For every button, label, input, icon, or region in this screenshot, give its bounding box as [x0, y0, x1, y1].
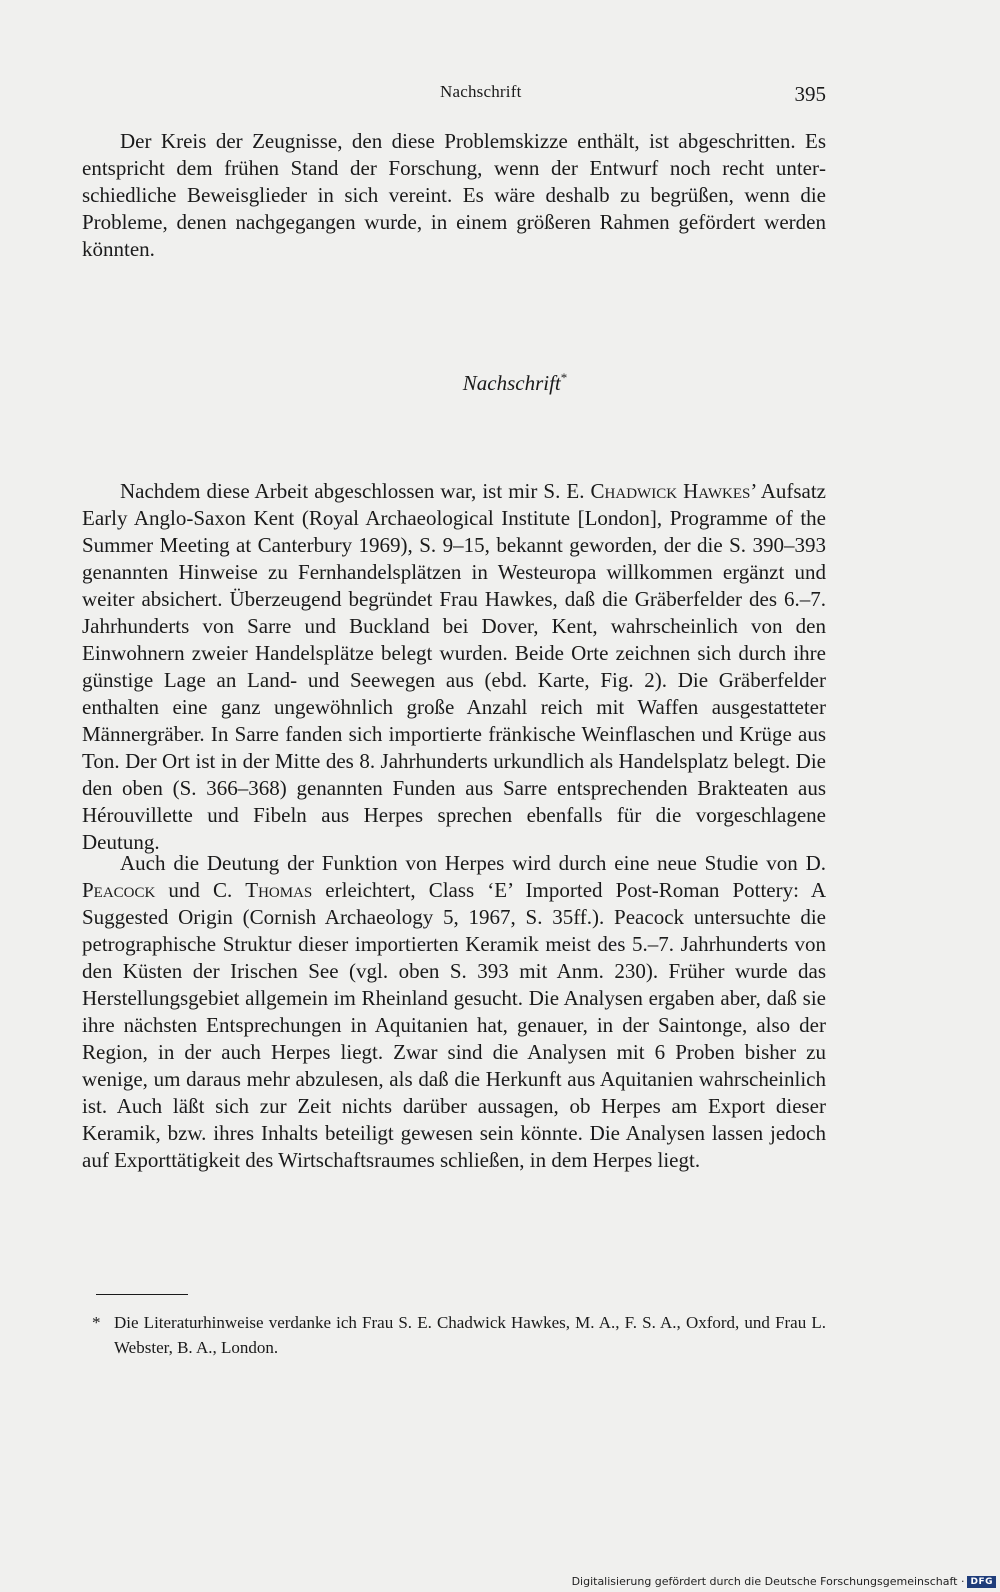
author-name-thomas: Thomas [245, 878, 313, 902]
credit-text: Digitalisierung gefördert durch die Deutsche Forschungsgemeinschaft · [571, 1575, 965, 1588]
intro-paragraph: Der Kreis der Zeugnisse, den diese Problemskizze enthält, ist abgeschritten. Es entspricht dem frühen Stand der Forschung, wenn der Entwurf noch recht unterschiedliche Beweisglieder in sich vereint. Es wäre deshalb zu begrüßen, wenn die Probleme, denen nachgegangen wurde, in einem größeren Rahmen gefördert werden könnten. [82, 129, 826, 261]
paragraph2-text-b: und C. [155, 878, 246, 902]
body-paragraph-1 [82, 478, 826, 856]
running-header: Nachschrift [440, 82, 522, 101]
dfg-logo[interactable]: DFG [967, 1576, 996, 1588]
digitization-credit [572, 1575, 996, 1588]
paragraph2-text-c: erleichtert, Class ‘E’ Imported Post-Roman Pottery: A Suggested Origin (Cornish Archaeology 5, 1967, S. 35ff.). Peacock untersuchte die petrographische Struktur dieser importierten Keramik meist des 5.–7. Jahrhunderts von den Küsten der Irischen See (vgl. oben S. 393 mit Anm. 230). Früher wurde das Herstellungsgebiet allgemein im Rheinland gesucht. Die Analysen ergaben aber, daß sie ihre nächsten Entsprechungen in Aquitanien hat, genauer, in der Saintonge, also der Region, in der auch Herpes liegt. Zwar sind die Analysen mit 6 Proben bisher zu wenige, um daraus mehr abzulesen, als daß die Herkunft aus Aquitanien wahrscheinlich ist. Auch läßt sich zur Zeit nichts darüber aussagen, ob Herpes am Export dieser Keramik, bzw. ihres Inhalts beteiligt gewesen sein könnte. Die Analysen lassen jedoch auf Exporttätigkeit des Wirtschaftsraumes schließen, in dem Herpes liegt. [82, 878, 826, 1172]
author-name-chadwick-hawkes: Chadwick Hawkes [590, 479, 751, 503]
footnote-reference: * [560, 370, 568, 385]
paragraph1-text-b: ’ Aufsatz Early Anglo-Saxon Kent (Royal Archaeological Institute [London], Programme of the Summer Meeting at Canterbury 1969), S. 9–15, bekannt geworden, der die S. 390–393 genannten Hinweise zu Fernhandelsplätzen in Westeuropa willkommen ergänzt und weiter absichert. Überzeugend begründet Frau Hawkes, daß die Gräberfelder des 6.–7. Jahrhunderts von Sarre und Buckland bei Dover, Kent, wahrscheinlich von den Einwohnern zweier Handelsplätze belegt wurden. Beide Orte zeichnen sich durch ihre günstige Lage an Land- und Seewegen aus (ebd. Karte, Fig. 2). Die Gräberfelder enthalten eine ganz ungewöhnlich große Anzahl reich mit Waffen ausgestatteter Männergräber. In Sarre fanden sich importierte fränkische Weinflaschen und Krüge aus Ton. Der Ort ist in der Mitte des 8. Jahrhunderts urkundlich als Handelsplatz belegt. Die den oben (S. 366–368) genannten Funden aus Sarre entsprechenden Brakteaten aus Hérouvillette und Fibeln aus Herpes sprechen ebenfalls für die vorgeschlagene Deutung. [82, 479, 827, 854]
body-paragraph-2 [82, 850, 826, 1174]
page-number: 395 [794, 82, 826, 106]
footnote-divider [96, 1294, 188, 1295]
paragraph1-text-a: Nachdem diese Arbeit abgeschlossen war, ist mir S. E. [120, 479, 591, 503]
section-title-text: Nachschrift [462, 371, 561, 395]
author-name-peacock: Peacock [82, 878, 156, 902]
paragraph2-text-a: Auch die Deutung der Funktion von Herpes wird durch eine neue Studie von D. [120, 851, 826, 875]
footnote-marker: * [92, 1313, 101, 1332]
section-title [0, 370, 1000, 396]
footnote [92, 1310, 826, 1360]
footnote-text: Die Literaturhinweise verdanke ich Frau S. E. Chadwick Hawkes, M. A., F. S. A., Oxford, und Frau L. Webster, B. A., London. [114, 1313, 826, 1357]
